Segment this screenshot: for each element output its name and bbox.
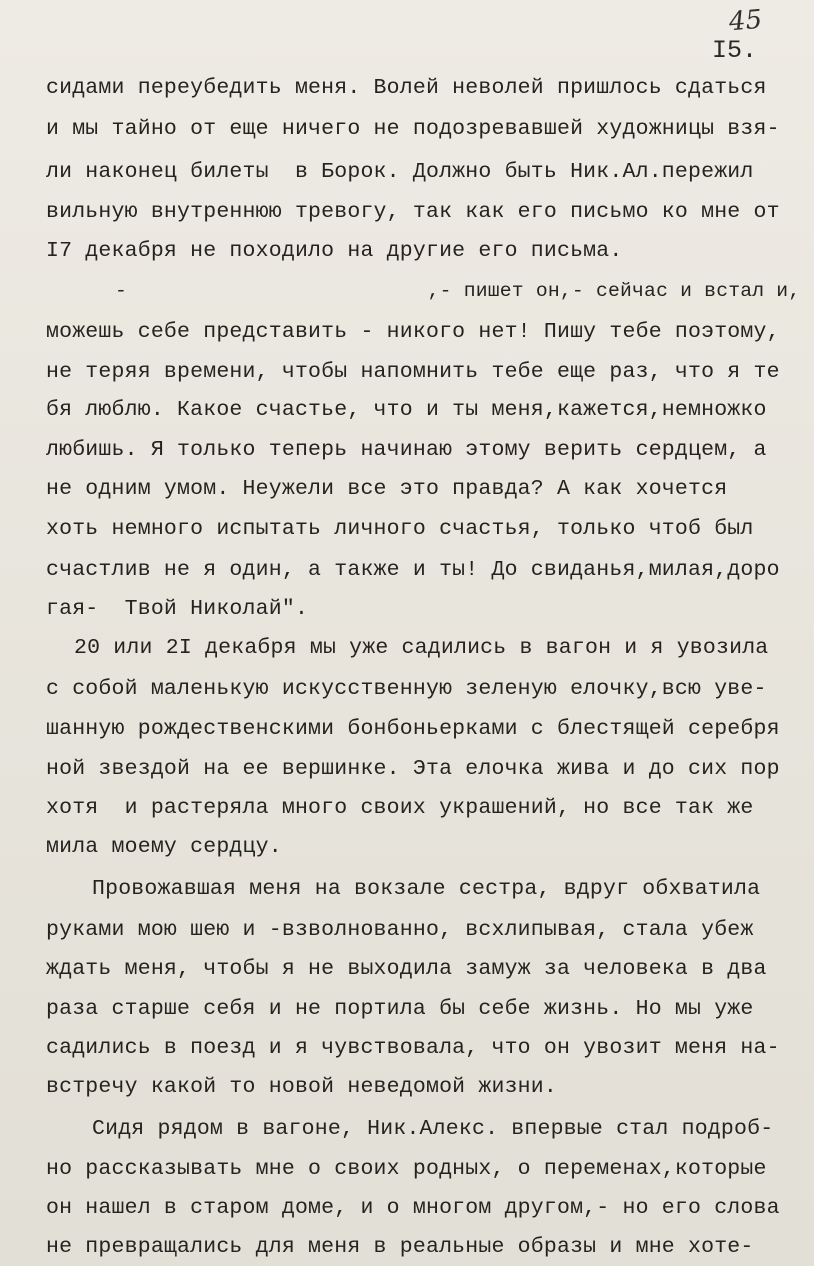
text-line: хотя и растеряла много своих украшений, но все так же <box>46 796 754 820</box>
text-line: садились в поезд и я чувствовала, что он увозит меня на- <box>46 1036 780 1060</box>
text-line: раза старше себя и не портила бы себе жизнь. Но мы уже <box>46 997 754 1021</box>
text-line: не одним умом. Неужели все это правда? А как хочется <box>46 477 728 501</box>
text-line: он нашел в старом доме, и о многом другом,- но его слова <box>46 1196 780 1220</box>
text-line: - ,- пишет он,- сейчас и встал и, <box>115 280 801 302</box>
text-line: не теряя времени, чтобы напомнить тебе еще раз, что я те <box>46 360 780 384</box>
text-line: любишь. Я только теперь начинаю этому верить сердцем, а <box>46 438 767 462</box>
text-line: не превращались для меня в реальные образы и мне хоте- <box>46 1235 754 1259</box>
text-line: 20 или 2I декабря мы уже садились в вагон и я увозила <box>74 636 769 660</box>
text-line: I7 декабря не походило на другие его письма. <box>46 239 623 263</box>
text-line: можешь себе представить - никого нет! Пишу тебе поэтому, <box>46 320 780 344</box>
text-line: но рассказывать мне о своих родных, о переменах,которые <box>46 1157 767 1181</box>
text-line: ной звездой на ее вершинке. Эта елочка жива и до сих пор <box>46 757 780 781</box>
text-line: и мы тайно от еще ничего не подозревавшей художницы взя- <box>46 117 780 141</box>
text-line: сидами переубедить меня. Волей неволей пришлось сдаться <box>46 76 767 100</box>
text-line: шанную рождественскими бонбоньерками с блестящей серебря <box>46 717 780 741</box>
text-line: ждать меня, чтобы я не выходила замуж за человека в два <box>46 957 767 981</box>
text-line: хоть немного испытать личного счастья, только чтоб был <box>46 517 754 541</box>
text-line: руками мою шею и -взволнованно, всхлипывая, стала убеж <box>46 918 754 942</box>
text-line: вильную внутреннюю тревогу, так как его письмо ко мне от <box>46 200 780 224</box>
text-line: гая- Твой Николай". <box>46 597 309 621</box>
archive-folio-number: 45 <box>727 4 764 38</box>
text-line: мила моему сердцу. <box>46 835 282 859</box>
text-line: Сидя рядом в вагоне, Ник.Алекс. впервые стал подроб- <box>92 1117 774 1141</box>
text-line: счастлив не я один, а также и ты! До свиданья,милая,доро <box>46 558 780 582</box>
text-line: ли наконец билеты в Борок. Должно быть Ник.Ал.пережил <box>46 160 754 184</box>
page-number: I5. <box>712 36 758 65</box>
text-line: бя люблю. Какое счастье, что и ты меня,кажется,немножко <box>46 398 767 422</box>
text-line: с собой маленькую искусственную зеленую елочку,всю уве- <box>46 677 767 701</box>
text-line: Провожавшая меня на вокзале сестра, вдруг обхватила <box>92 877 761 901</box>
text-line: встречу какой то новой неведомой жизни. <box>46 1075 557 1099</box>
